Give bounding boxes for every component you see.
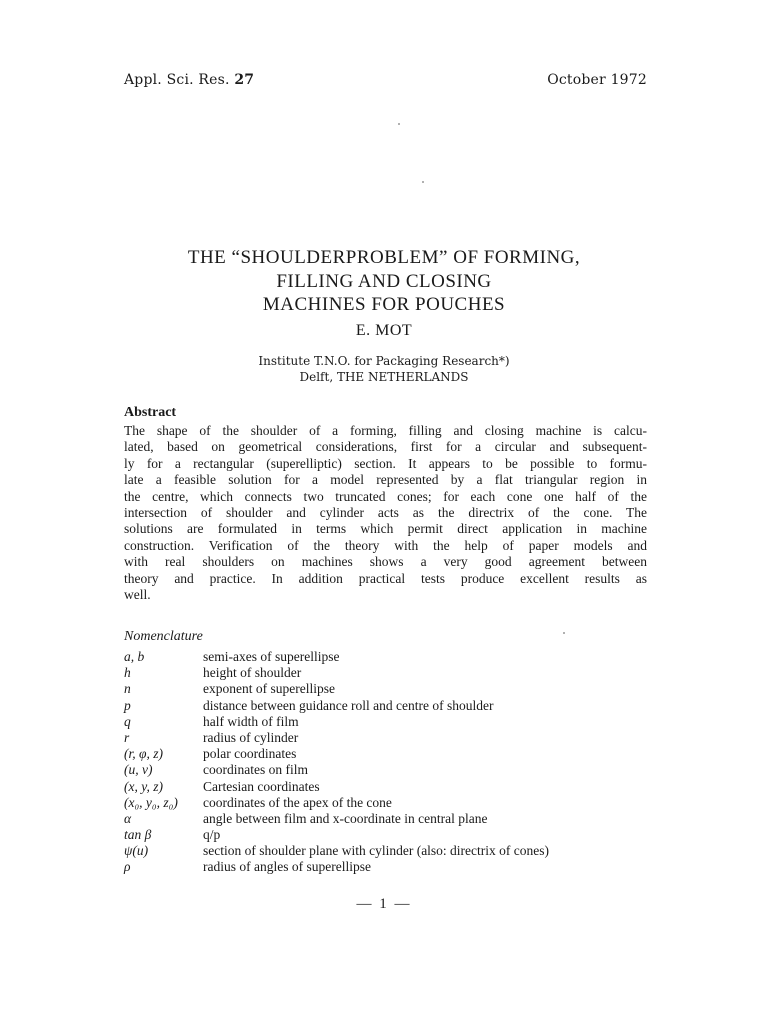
title-line: THE “SHOULDERPROBLEM” OF FORMING, [187,247,581,268]
page-number: — 1 — [356,896,412,912]
paper-title [0,246,768,317]
nomenclature-symbol: p [124,697,131,713]
nomenclature-row [124,681,654,697]
nomenclature-row [124,714,654,730]
affiliation [0,353,768,385]
nomenclature-definition: semi-axes of superellipse [203,649,340,664]
journal-volume: 27 [234,72,255,88]
abstract-line: intersection of shoulder and cylinder acts as the directrix of the cone. The [124,505,647,521]
nomenclature-row [124,779,654,795]
abstract-line: theory and practice. In addition practical tests produce excellent results as [124,570,647,586]
publication-date: October 1972 [547,72,647,88]
nomenclature-row [124,859,654,875]
abstract-line: lated, based on geometrical considerations, first for a circular and subsequent- [124,439,647,455]
journal-citation [124,72,254,88]
nomenclature-definition: half width of film [203,713,299,729]
nomenclature-definition: radius of angles of superellipse [203,859,371,875]
author-name: E. MOT [355,322,413,339]
nomenclature-row [124,665,654,681]
nomenclature-symbol: (x, y, z) [124,778,163,794]
nomenclature-symbol: ρ [124,859,131,875]
journal-name: Appl. Sci. Res. [124,72,230,88]
abstract-line: solutions are formulated in terms which permit direct application in machine [124,521,647,537]
nomenclature-row [124,649,654,665]
abstract-line: the centre, which connects two truncated cones; for each cone one half of the [124,488,647,504]
title-line: MACHINES FOR POUCHES [262,294,506,315]
nomenclature-list [124,649,654,876]
nomenclature-row [124,843,654,859]
nomenclature-definition: section of shoulder plane with cylinder (also: directrix of cones) [203,843,550,859]
nomenclature-row [124,730,654,746]
nomenclature-definition: height of shoulder [203,665,302,681]
nomenclature-symbol: (u, v) [124,762,153,778]
nomenclature-symbol: r [124,729,130,745]
abstract-line: with real shoulders on machines shows a very good agreement between [124,554,647,570]
nomenclature-definition: exponent of superellipse [203,681,335,697]
nomenclature-heading: Nomenclature [124,629,203,644]
nomenclature-row [124,795,654,811]
nomenclature-row [124,746,654,762]
nomenclature-definition: q/p [203,827,221,843]
running-header [124,72,647,92]
nomenclature-row [124,827,654,843]
abstract-line: ly for a rectangular (superelliptic) section. It appears to be possible to formu- [124,455,647,471]
nomenclature-row [124,811,654,827]
nomenclature-symbol: a, b [124,649,145,664]
nomenclature-definition: coordinates on film [203,762,308,778]
nomenclature-symbol: h [124,665,131,681]
scan-speck [563,632,565,634]
affiliation-institute: Institute T.N.O. for Packaging Research*) [258,354,510,368]
nomenclature-definition: angle between film and x-coordinate in central plane [203,810,488,826]
abstract-text [124,423,647,603]
nomenclature-symbol: (x₀, y₀, z₀) [124,794,178,810]
abstract-heading: Abstract [124,405,177,420]
nomenclature-symbol: ψ(u) [124,843,149,859]
scan-speck [398,123,400,125]
nomenclature-row [124,762,654,778]
abstract-line: late a feasible solution for a model represented by a flat triangular region in [124,472,647,488]
nomenclature-symbol: (r, φ, z) [124,746,163,762]
affiliation-location: Delft, THE NETHERLANDS [299,370,469,384]
abstract-line: construction. Verification of the theory with the help of paper models and [124,537,647,553]
nomenclature-definition: distance between guidance roll and centre of shoulder [203,697,494,713]
abstract-line: well. [124,587,151,603]
scan-speck [422,181,424,183]
title-line: FILLING AND CLOSING [276,270,492,292]
nomenclature-definition: coordinates of the apex of the cone [203,794,392,810]
nomenclature-symbol: tan β [124,827,152,843]
nomenclature-definition: radius of cylinder [203,729,299,745]
nomenclature-symbol: q [124,713,131,729]
nomenclature-definition: polar coordinates [203,746,297,762]
nomenclature-definition: Cartesian coordinates [203,778,320,794]
abstract-line: The shape of the shoulder of a forming, filling and closing machine is calcu- [124,423,647,438]
nomenclature-symbol: α [124,810,132,826]
nomenclature-row [124,698,654,714]
nomenclature-symbol: n [124,681,131,697]
